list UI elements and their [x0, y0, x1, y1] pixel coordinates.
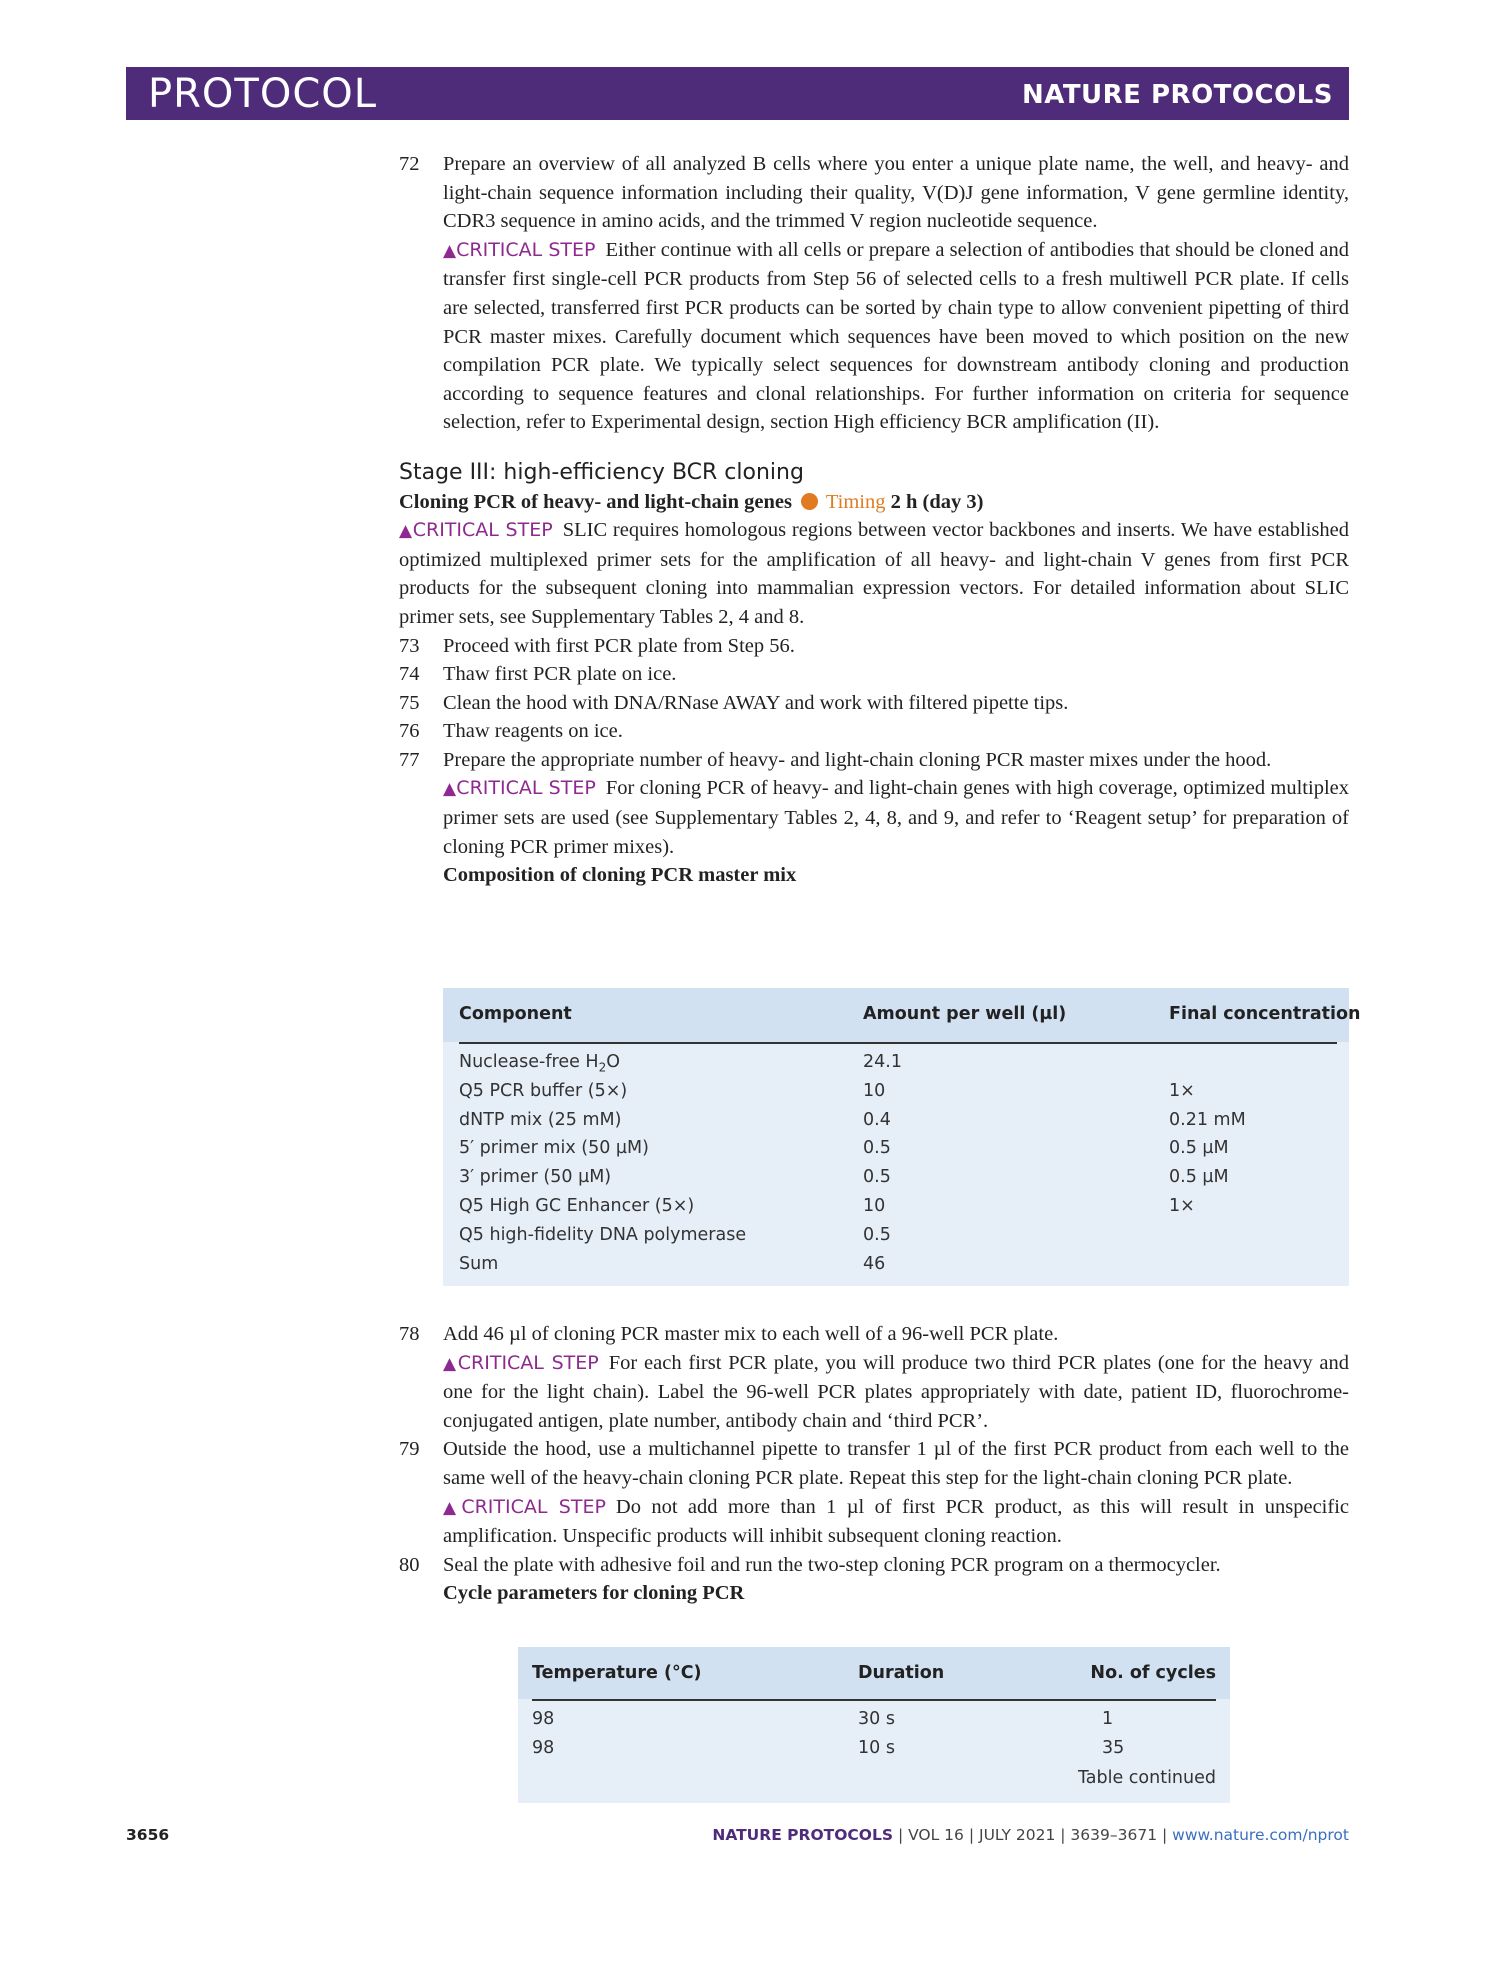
warning-triangle-icon: ▲: [443, 240, 457, 261]
header-component: Component: [459, 1004, 572, 1024]
table-cell: 1×: [1169, 1196, 1195, 1216]
header-rule: [459, 1042, 1337, 1044]
table-cell: 10: [863, 1196, 886, 1216]
warning-triangle-icon: ▲: [443, 779, 457, 800]
stage-subtitle-line: [399, 488, 1349, 517]
table-cell: Sum: [459, 1253, 499, 1274]
step-77: [399, 746, 1349, 890]
table-cell: 0.21 mM: [1169, 1109, 1246, 1130]
table-cell: 0.5: [863, 1167, 891, 1188]
header-temperature: Temperature (°C): [532, 1663, 702, 1683]
critical-step-text: Do not add more than 1 µl of first PCR product, as this will result in unspecific amplification. Unspecific products will inhibit subsequent cloning reaction.: [443, 1495, 1349, 1548]
footer-journal: NATURE PROTOCOLS: [712, 1826, 894, 1844]
table-cell: 10 s: [858, 1737, 895, 1758]
step-text: Thaw reagents on ice.: [443, 720, 623, 743]
step-number: 72: [399, 153, 420, 175]
critical-step-note: [443, 774, 1349, 861]
step-text: Thaw first PCR plate on ice.: [443, 663, 677, 686]
critical-step-note: [443, 236, 1349, 437]
table-cell: 1×: [1169, 1080, 1195, 1101]
step-75: [399, 689, 1349, 718]
step-text: Outside the hood, use a multichannel pipette to transfer 1 µl of the first PCR product from each well to the same well of the heavy-chain cloning PCR plate. Repeat this step for the light-chain cloning PCR plate.: [443, 1438, 1349, 1489]
stage-title: Stage III: high-efficiency BCR cloning: [399, 459, 804, 485]
section-label: PROTOCOL: [148, 71, 378, 117]
critical-step-label: ▲CRITICAL STEP: [443, 238, 596, 261]
step-79: [399, 1435, 1349, 1550]
table-cell: 0.5 µM: [1169, 1167, 1229, 1188]
table-cell: Nuclease-free $H_2O$: [459, 1052, 621, 1075]
stage-critical-note: [399, 516, 1349, 631]
table-cell: Q5 high-fidelity DNA polymerase: [459, 1224, 747, 1245]
table-cell: 0.5 µM: [1169, 1138, 1229, 1159]
critical-step-text: Either continue with all cells or prepare a selection of antibodies that should be cloned and transfer first single-cell PCR products from Step 56 of selected cells to a fresh multiwell PCR plate. If cells are selected, transferred first PCR products can be sorted by chain type to allow convenient pipetting of third PCR master mixes. Carefully document which sequences have been moved to which position on the new compilation PCR plate. We typically select sequences for downstream antibody cloning and production according to sequence features and clonal relationships. For further information on criteria for sequence selection, refer to Experimental design, section High efficiency BCR amplification (II).: [443, 238, 1349, 434]
table-cell: 98: [532, 1709, 555, 1729]
step-number: 73: [399, 634, 420, 657]
table-cell: 35: [1102, 1737, 1125, 1758]
step-number: 80: [399, 1553, 420, 1576]
master-mix-table: [443, 988, 1361, 1286]
step-number: 74: [399, 663, 420, 686]
warning-triangle-icon: ▲: [399, 521, 413, 542]
header-amount: Amount per well (µl): [863, 1004, 1067, 1024]
table-cell: 30 s: [858, 1709, 895, 1729]
timing-dot-icon: [801, 493, 818, 510]
critical-step-text: SLIC requires homologous regions between vector backbones and inserts. We have established optimized multiplexed primer sets for the amplification of all heavy- and light-chain V genes from first PCR products for the subsequent cloning into mammalian expression vectors. For detailed information about SLIC primer sets, see Supplementary Tables 2, 4 and 8.: [399, 519, 1349, 628]
footer-volume: VOL 16: [908, 1826, 964, 1844]
critical-step-label: ▲CRITICAL STEP: [443, 1351, 599, 1374]
step-number: 75: [399, 691, 420, 714]
step-number: 76: [399, 720, 420, 743]
step-number: 79: [399, 1438, 420, 1461]
table-cell: 10: [863, 1080, 886, 1101]
stage-subtitle: Cloning PCR of heavy- and light-chain genes: [399, 490, 792, 513]
step-76: [399, 717, 1349, 746]
table-cell: 24.1: [863, 1052, 902, 1072]
critical-step-label: ▲CRITICAL STEP: [443, 1495, 606, 1518]
step-text: Prepare an overview of all analyzed B cells where you enter a unique plate name, the well, and heavy- and light-chain sequence information including their quality, V(D)J gene information, V gene germline identity, CDR3 sequence in amino acids, and the trimmed V region nucleotide sequence.: [443, 153, 1349, 233]
step-72: [399, 150, 1349, 437]
table-cell: 5′ primer mix (50 µM): [459, 1138, 649, 1159]
step-number: 78: [399, 1323, 420, 1345]
step-72-block: [399, 150, 1349, 890]
critical-step-text: For each first PCR plate, you will produce two third PCR plates (one for the heavy and one for the light chain). Label the 96-well PCR plates appropriately with date, patient ID, fluorochrome-conjugated antigen, plate number, antibody chain and ‘third PCR’.: [443, 1351, 1349, 1432]
journal-label: NATURE PROTOCOLS: [1021, 80, 1333, 110]
table-cell: 0.5: [863, 1138, 891, 1159]
steps-78-80-block: [399, 1320, 1349, 1608]
warning-triangle-icon: ▲: [443, 1497, 462, 1518]
timing-value: 2 h (day 3): [890, 490, 984, 513]
step-73: [399, 632, 1349, 661]
header-banner: [126, 67, 1349, 120]
step-text: Prepare the appropriate number of heavy- and light-chain cloning PCR master mixes under the hood.: [443, 748, 1272, 771]
page-number: 3656: [126, 1826, 170, 1844]
footer-pages: 3639–3671: [1070, 1826, 1158, 1844]
footer-citation: NATURE PROTOCOLS | VOL 16 | JULY 2021 | 3639–3671 | www.nature.com/nprot: [712, 1826, 1349, 1844]
table-continued-note: Table continued: [1077, 1768, 1216, 1788]
header-final-concentration: Final concentration: [1169, 1004, 1361, 1024]
table-cell: 98: [532, 1737, 555, 1758]
table-cell: Q5 PCR buffer (5×): [459, 1080, 628, 1101]
table-cell: 3′ primer (50 µM): [459, 1167, 612, 1188]
step-text: Add 46 µl of cloning PCR master mix to each well of a 96-well PCR plate.: [443, 1323, 1059, 1345]
table-cell: dNTP mix (25 mM): [459, 1109, 622, 1130]
header-rule: [532, 1699, 1216, 1701]
step-74: [399, 660, 1349, 689]
step-80: [399, 1551, 1349, 1608]
critical-step-label: ▲CRITICAL STEP: [399, 519, 553, 542]
critical-step-note: [443, 1493, 1349, 1551]
warning-triangle-icon: ▲: [443, 1353, 458, 1374]
table-cell: 1: [1102, 1709, 1114, 1729]
critical-step-label: ▲CRITICAL STEP: [443, 777, 596, 800]
table-cell: 46: [863, 1253, 886, 1274]
critical-step-text: For cloning PCR of heavy- and light-chain genes with high coverage, optimized multiplex primer sets are used (see Supplementary Tables 2, 4, 8, and 9, and refer to ‘Reagent setup’ for preparation of cloning PCR primer mixes).: [443, 777, 1349, 858]
table-caption: Composition of cloning PCR master mix: [443, 864, 797, 887]
step-number: 77: [399, 748, 420, 771]
step-78: [399, 1320, 1349, 1435]
step-text: Clean the hood with DNA/RNase AWAY and work with filtered pipette tips.: [443, 691, 1069, 714]
table-caption: Cycle parameters for cloning PCR: [443, 1582, 745, 1605]
header-cycles: No. of cycles: [1090, 1663, 1216, 1683]
critical-step-note: [443, 1349, 1349, 1436]
cycle-table: [518, 1647, 1230, 1803]
table-cell: 0.4: [863, 1109, 891, 1130]
table-cell: Q5 High GC Enhancer (5×): [459, 1196, 695, 1216]
footer-date: JULY 2021: [979, 1826, 1056, 1844]
step-text: Proceed with first PCR plate from Step 56.: [443, 634, 795, 657]
timing-label: Timing: [825, 490, 886, 513]
step-text: Seal the plate with adhesive foil and run the two-step cloning PCR program on a thermocycler.: [443, 1553, 1221, 1576]
header-duration: Duration: [858, 1663, 945, 1683]
footer-url[interactable]: www.nature.com/nprot: [1172, 1826, 1349, 1844]
table-cell: 0.5: [863, 1224, 891, 1245]
